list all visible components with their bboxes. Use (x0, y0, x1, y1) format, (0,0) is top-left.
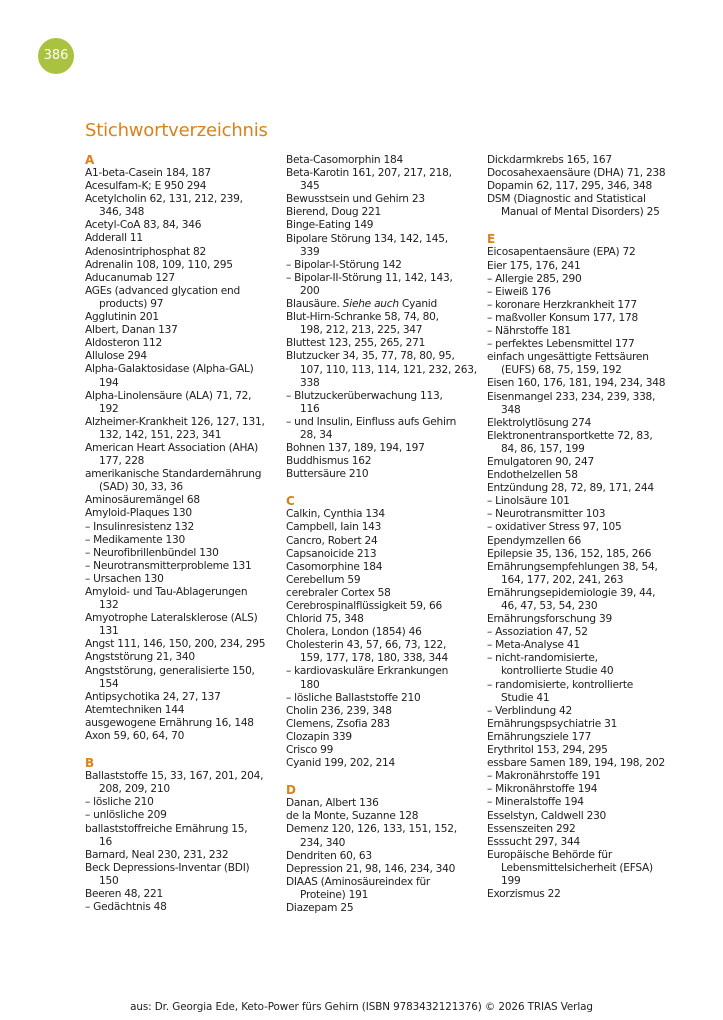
index-entry: Cerebellum 59 (286, 573, 361, 586)
index-entry: Bierend, Doug 221 (286, 206, 381, 219)
index-subentry: – Insulinresistenz 132 (85, 520, 194, 533)
index-entry: Buddhismus 162 (286, 455, 372, 468)
index-entry: Cholera, London (1854) 46 (286, 626, 422, 639)
index-entry-continuation: 345 (300, 180, 320, 193)
index-subentry: – Neurotransmitter 103 (487, 508, 606, 521)
index-entry: Chlorid 75, 348 (286, 613, 364, 626)
index-entry: Blut-Hirn-Schranke 58, 74, 80, (286, 311, 439, 324)
index-entry-continuation: 339 (300, 245, 320, 258)
index-entry-continuation: 150 (99, 874, 119, 887)
index-entry: Angststörung, generalisierte 150, (85, 664, 255, 677)
index-subentry: – kardiovaskuläre Erkrankungen (286, 665, 449, 678)
index-subentry: – Ursachen 130 (85, 572, 164, 585)
index-entry: Amyloid-Plaques 130 (85, 507, 192, 520)
index-subentry: – maßvoller Konsum 177, 178 (487, 311, 638, 324)
index-subentry: – randomisierte, kontrollierte (487, 678, 634, 691)
copyright-footer: aus: Dr. Georgia Ede, Keto-Power fürs Gehirn (ISBN 9783432121376) © 2026 TRIAS Verlag (130, 1001, 593, 1013)
index-entry: Ernährungspsychiatrie 31 (487, 717, 618, 730)
index-entry: Amyotrophe Lateralsklerose (ALS) (85, 612, 258, 625)
index-subentry: – Eiweiß 176 (487, 285, 551, 298)
index-subentry: – Blutzuckerüberwachung 113, (286, 389, 443, 402)
index-entry: Dendriten 60, 63 (286, 849, 372, 862)
index-entry: Emulgatoren 90, 247 (487, 455, 594, 468)
index-entry: Ernährungsziele 177 (487, 730, 592, 743)
index-entry: Acetyl-CoA 83, 84, 346 (85, 219, 202, 232)
index-entry: Dopamin 62, 117, 295, 346, 348 (487, 180, 653, 193)
index-entry: Ernährungsforschung 39 (487, 613, 612, 626)
index-entry: essbare Samen 189, 194, 198, 202 (487, 757, 666, 770)
index-subentry: – Gedächtnis 48 (85, 901, 167, 914)
index-entry: Eisenmangel 233, 234, 239, 338, (487, 390, 656, 403)
index-entry: Docosahexaensäure (DHA) 71, 238 (487, 167, 666, 180)
index-entry: Blausäure. Siehe auch Cyanid (286, 298, 437, 311)
index-subentry: – Mikronährstoffe 194 (487, 783, 598, 796)
index-entry: Angststörung 21, 340 (85, 651, 195, 664)
index-subentry: – Makronährstoffe 191 (487, 770, 601, 783)
index-subentry: – Bipolar-II-Störung 11, 142, 143, (286, 271, 453, 284)
index-entry: Buttersäure 210 (286, 468, 369, 481)
index-entry: einfach ungesättigte Fettsäuren (487, 351, 649, 364)
index-subentry: – lösliche 210 (85, 796, 154, 809)
index-entry: Danan, Albert 136 (286, 797, 379, 810)
index-entry: Eisen 160, 176, 181, 194, 234, 348 (487, 377, 666, 390)
index-entry: ausgewogene Ernährung 16, 148 (85, 716, 254, 729)
index-entry-continuation: 46, 47, 53, 54, 230 (501, 600, 598, 612)
index-entry: Elektronentransportkette 72, 83, (487, 429, 653, 442)
index-entry: Alzheimer-Krankheit 126, 127, 131, (85, 415, 265, 428)
index-entry: American Heart Association (AHA) (85, 441, 259, 454)
index-entry-continuation: Manual of Mental Disorders) 25 (501, 206, 660, 219)
index-entry-continuation: 177, 228 (99, 455, 145, 468)
index-entry-continuation: (EUFS) 68, 75, 159, 192 (501, 364, 622, 377)
index-entry: de la Monte, Suzanne 128 (286, 810, 419, 823)
index-entry: Binge-Eating 149 (286, 219, 374, 232)
index-entry: Campbell, Iain 143 (286, 521, 382, 534)
index-entry: Aducanumab 127 (85, 271, 175, 284)
index-entry: Erythritol 153, 294, 295 (487, 744, 608, 757)
index-entry-continuation: 208, 209, 210 (99, 783, 170, 796)
index-entry: Clemens, Zsofia 283 (286, 717, 390, 730)
index-entry: Europäische Behörde für (487, 848, 612, 861)
index-entry: Amyloid- und Tau-Ablagerungen (85, 586, 248, 598)
index-subentry: – perfektes Lebensmittel 177 (487, 338, 635, 351)
index-entry-continuation: 131 (99, 625, 119, 638)
index-entry: Barnard, Neal 230, 231, 232 (85, 848, 229, 861)
index-entry: Capsanoicide 213 (286, 547, 377, 560)
index-entry: Bluttest 123, 255, 265, 271 (286, 337, 426, 350)
index-entry: DSM (Diagnostic and Statistical (487, 193, 646, 206)
index-entry-continuation: Lebensmittelsicherheit (EFSA) (501, 861, 653, 874)
index-subentry: – Mineralstoffe 194 (487, 796, 584, 809)
index-subentry: – koronare Herzkrankheit 177 (487, 298, 637, 311)
index-entry: Depression 21, 98, 146, 234, 340 (286, 862, 456, 875)
index-entry-continuation: 346, 348 (99, 206, 145, 219)
index-entry-continuation: 194 (99, 376, 119, 389)
index-entry: Esselstyn, Caldwell 230 (487, 809, 607, 822)
index-entry: Acesulfam-K; E 950 294 (85, 180, 207, 193)
index-entry: Beck Depressions-Inventar (BDI) (85, 861, 250, 874)
index-entry: Elektrolytlösung 274 (487, 416, 592, 429)
index-entry: Acetylcholin 62, 131, 212, 239, (85, 193, 243, 206)
index-entry-continuation: 132, 142, 151, 223, 341 (99, 428, 222, 441)
index-entry-continuation: Proteine) 191 (300, 888, 369, 901)
index-entry-continuation: 132 (99, 599, 119, 612)
index-entry: Albert, Danan 137 (85, 324, 178, 337)
index-entry: cerebraler Cortex 58 (286, 586, 391, 599)
index-subentry: – Neurotransmitterprobleme 131 (85, 559, 252, 572)
index-entry-continuation: 116 (300, 402, 320, 415)
index-entry-continuation: 192 (99, 402, 119, 415)
index-entry: Endothelzellen 58 (487, 469, 578, 482)
index-entry-continuation: 348 (501, 403, 521, 416)
index-entry: Crisco 99 (286, 744, 334, 757)
index-entry: DIAAS (Aminosäureindex für (286, 875, 431, 888)
index-subentry: – Nährstoffe 181 (487, 325, 571, 338)
index-entry-continuation: 159, 177, 178, 180, 338, 344 (300, 652, 448, 665)
index-entry: Diazepam 25 (286, 901, 354, 914)
index-entry-continuation: (SAD) 30, 33, 36 (99, 481, 183, 494)
index-entry-continuation: 154 (99, 677, 119, 690)
index-entry: Ependymzellen 66 (487, 534, 582, 547)
index-entry-continuation: products) 97 (99, 297, 164, 310)
index-entry: Dickdarmkrebs 165, 167 (487, 154, 612, 166)
index-entry: Esssucht 297, 344 (487, 835, 580, 848)
index-entry: Aldosteron 112 (85, 337, 162, 350)
index-entry-continuation: 107, 110, 113, 114, 121, 232, 263, (300, 363, 477, 376)
index-entry: ballaststoffreiche Ernährung 15, (85, 822, 248, 835)
index-subentry: – lösliche Ballaststoffe 210 (286, 691, 421, 704)
index-entry: Bohnen 137, 189, 194, 197 (286, 442, 425, 455)
index-entry: amerikanische Standardernährung (85, 468, 262, 481)
index-entry: Blutzucker 34, 35, 77, 78, 80, 95, (286, 350, 455, 363)
index-entry-continuation: 28, 34 (300, 428, 333, 441)
index-entry: A1-beta-Casein 184, 187 (85, 167, 211, 179)
index-entry: Beta-Karotin 161, 207, 217, 218, (286, 167, 452, 180)
index-entry: Bewusstsein und Gehirn 23 (286, 193, 425, 206)
section-letter: B (85, 756, 95, 771)
index-subentry: – Neurofibrillenbündel 130 (85, 546, 219, 559)
index-entry: Antipsychotika 24, 27, 137 (85, 690, 221, 703)
index-entry: Entzündung 28, 72, 89, 171, 244 (487, 482, 654, 495)
index-entry: Casomorphine 184 (286, 560, 383, 573)
index-subentry: – Verblindung 42 (487, 704, 573, 717)
index-entry: Cholin 236, 239, 348 (286, 704, 392, 717)
index-subentry: – Meta-Analyse 41 (487, 639, 580, 652)
index-entry-continuation: 84, 86, 157, 199 (501, 442, 585, 455)
index-entry-continuation: 180 (300, 678, 320, 691)
section-letter: C (286, 494, 295, 509)
index-entry: Allulose 294 (85, 350, 147, 363)
index-entry-continuation: 234, 340 (300, 836, 346, 849)
index-entry-continuation: 338 (300, 376, 320, 389)
index-entry: AGEs (advanced glycation end (85, 284, 240, 297)
index-entry-continuation: kontrollierte Studie 40 (501, 665, 614, 678)
index-entry: Eier 175, 176, 241 (487, 259, 581, 272)
index-entry: Clozapin 339 (286, 730, 352, 743)
index-subentry: – Medikamente 130 (85, 533, 185, 546)
section-letter: D (286, 783, 296, 798)
page-number-badge: 386 (38, 38, 74, 74)
index-entry: Ernährungsepidemiologie 39, 44, (487, 586, 656, 599)
index-entry: Adrenalin 108, 109, 110, 295 (85, 258, 233, 271)
index-entry: Cholesterin 43, 57, 66, 73, 122, (286, 639, 447, 652)
section-letter: A (85, 153, 95, 167)
index-entry: Cyanid 199, 202, 214 (286, 757, 396, 770)
index-entry: Adderall 11 (85, 232, 143, 245)
index-entry: Essenszeiten 292 (487, 822, 576, 835)
index-entry-continuation: 200 (300, 284, 320, 297)
index-entry: Bipolare Störung 134, 142, 145, (286, 232, 448, 245)
index-entry: Adenosintriphosphat 82 (85, 245, 206, 258)
index-subentry: – und Insulin, Einfluss aufs Gehirn (286, 415, 457, 428)
index-entry: Angst 111, 146, 150, 200, 234, 295 (85, 638, 266, 651)
index-subentry: – oxidativer Stress 97, 105 (487, 521, 622, 534)
index-entry-continuation: 16 (99, 835, 112, 848)
index-entry-continuation: 199 (501, 874, 521, 887)
index-entry: Calkin, Cynthia 134 (286, 508, 385, 521)
index-subentry: – Linolsäure 101 (487, 495, 570, 508)
index-entry-continuation: 164, 177, 202, 241, 263 (501, 573, 624, 586)
index-subentry: – Assoziation 47, 52 (487, 626, 588, 639)
index-entry: Cerebrospinalflüssigkeit 59, 66 (286, 600, 442, 612)
index-entry: Demenz 120, 126, 133, 151, 152, (286, 823, 457, 836)
index-entry: Eicosapentaensäure (EPA) 72 (487, 246, 636, 259)
index-entry: Ernährungsempfehlungen 38, 54, (487, 560, 658, 573)
index-entry: Exorzismus 22 (487, 888, 561, 901)
index-subentry: – nicht-randomisierte, (487, 652, 598, 665)
index-column-1 (85, 154, 273, 914)
index-entry: Beta-Casomorphin 184 (286, 154, 403, 166)
index-entry: Cancro, Robert 24 (286, 534, 378, 547)
index-entry: Ballaststoffe 15, 33, 167, 201, 204, (85, 770, 264, 783)
section-letter: E (487, 232, 496, 247)
index-entry: Axon 59, 60, 64, 70 (85, 730, 185, 743)
index-column-3 (487, 154, 687, 901)
index-column-2 (286, 154, 477, 915)
index-entry: Aminosäuremängel 68 (85, 494, 200, 507)
index-subentry: – Allergie 285, 290 (487, 272, 582, 285)
index-entry-continuation: Studie 41 (501, 691, 550, 704)
index-entry-continuation: 198, 212, 213, 225, 347 (300, 324, 423, 337)
page-title: Stichwortverzeichnis (85, 120, 268, 141)
index-entry: Beeren 48, 221 (85, 887, 163, 900)
index-entry: Alpha-Galaktosidase (Alpha-GAL) (85, 363, 254, 376)
index-subentry: – unlösliche 209 (85, 809, 167, 822)
index-entry: Alpha-Linolensäure (ALA) 71, 72, (85, 389, 252, 402)
index-entry: Atemtechniken 144 (85, 703, 185, 716)
index-entry: Epilepsie 35, 136, 152, 185, 266 (487, 547, 652, 560)
index-subentry: – Bipolar-I-Störung 142 (286, 258, 402, 271)
index-entry: Agglutinin 201 (85, 311, 159, 324)
